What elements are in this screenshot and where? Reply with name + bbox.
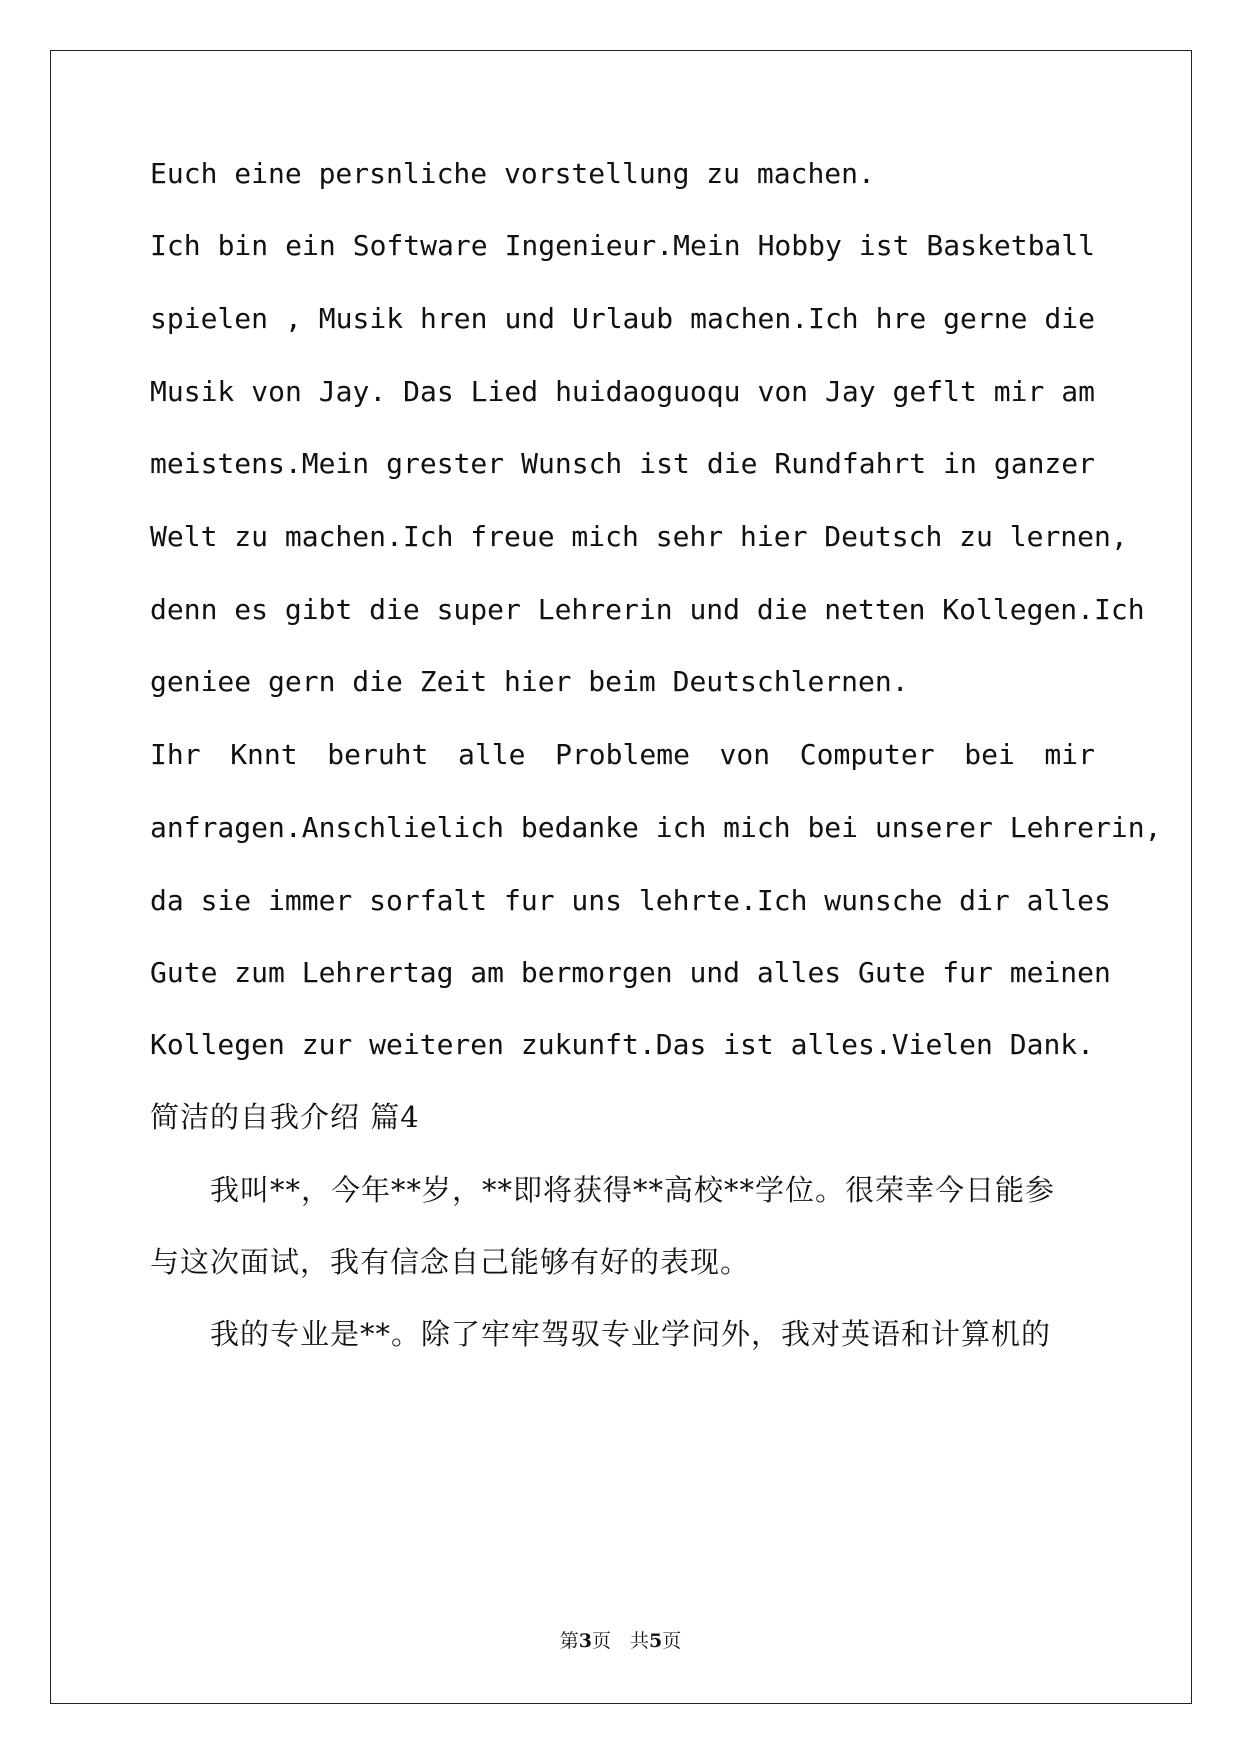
cn-text-line-3: 我的专业是**。除了牢牢驾驭专业学问外，我对英语和计算机的 <box>150 1317 1052 1351</box>
section-heading: 简洁的自我介绍 篇4 <box>150 1100 420 1134</box>
page-border <box>50 50 1192 1704</box>
text-line-9: Ihr Knnt beruht alle Probleme von Computer bei mir <box>150 738 1095 771</box>
text-line-12: Gute zum Lehrertag am bermorgen und alles Gute fur meinen <box>150 956 1111 989</box>
text-line-5: meistens.Mein grester Wunsch ist die Rundfahrt in ganzer <box>150 447 1095 480</box>
text-line-11: da sie immer sorfalt fur uns lehrte.Ich wunsche dir alles <box>150 884 1111 917</box>
text-line-4: Musik von Jay. Das Lied huidaoguoqu von Jay geflt mir am <box>150 375 1095 408</box>
text-line-3: spielen , Musik hren und Urlaub machen.Ich hre gerne die <box>150 302 1095 335</box>
text-line-13: Kollegen zur weiteren zukunft.Das ist alles.Vielen Dank. <box>150 1028 1095 1061</box>
text-line-1: Euch eine persnliche vorstellung zu machen. <box>150 157 875 190</box>
cn-text-line-2: 与这次面试，我有信念自己能够有好的表现。 <box>150 1245 751 1279</box>
text-line-10: anfragen.Anschlielich bedanke ich mich bei unserer Lehrerin, <box>150 811 1162 844</box>
footer-middle: 页 共 <box>591 1630 649 1652</box>
footer-total-pages: 5 <box>649 1630 663 1652</box>
text-line-2: Ich bin ein Software Ingenieur.Mein Hobby ist Basketball <box>150 229 1095 262</box>
footer-suffix: 页 <box>662 1630 682 1652</box>
footer-current-page: 3 <box>578 1630 592 1652</box>
text-line-6: Welt zu machen.Ich freue mich sehr hier Deutsch zu lernen, <box>150 520 1128 553</box>
text-line-8: geniee gern die Zeit hier beim Deutschlernen. <box>150 665 909 698</box>
cn-text-line-1: 我叫**，今年**岁，**即将获得**高校**学位。很荣幸今日能参 <box>150 1173 1056 1207</box>
page-footer <box>0 1632 1241 1651</box>
footer-prefix: 第 <box>559 1630 579 1652</box>
text-line-7: denn es gibt die super Lehrerin und die netten Kollegen.Ich <box>150 593 1145 626</box>
